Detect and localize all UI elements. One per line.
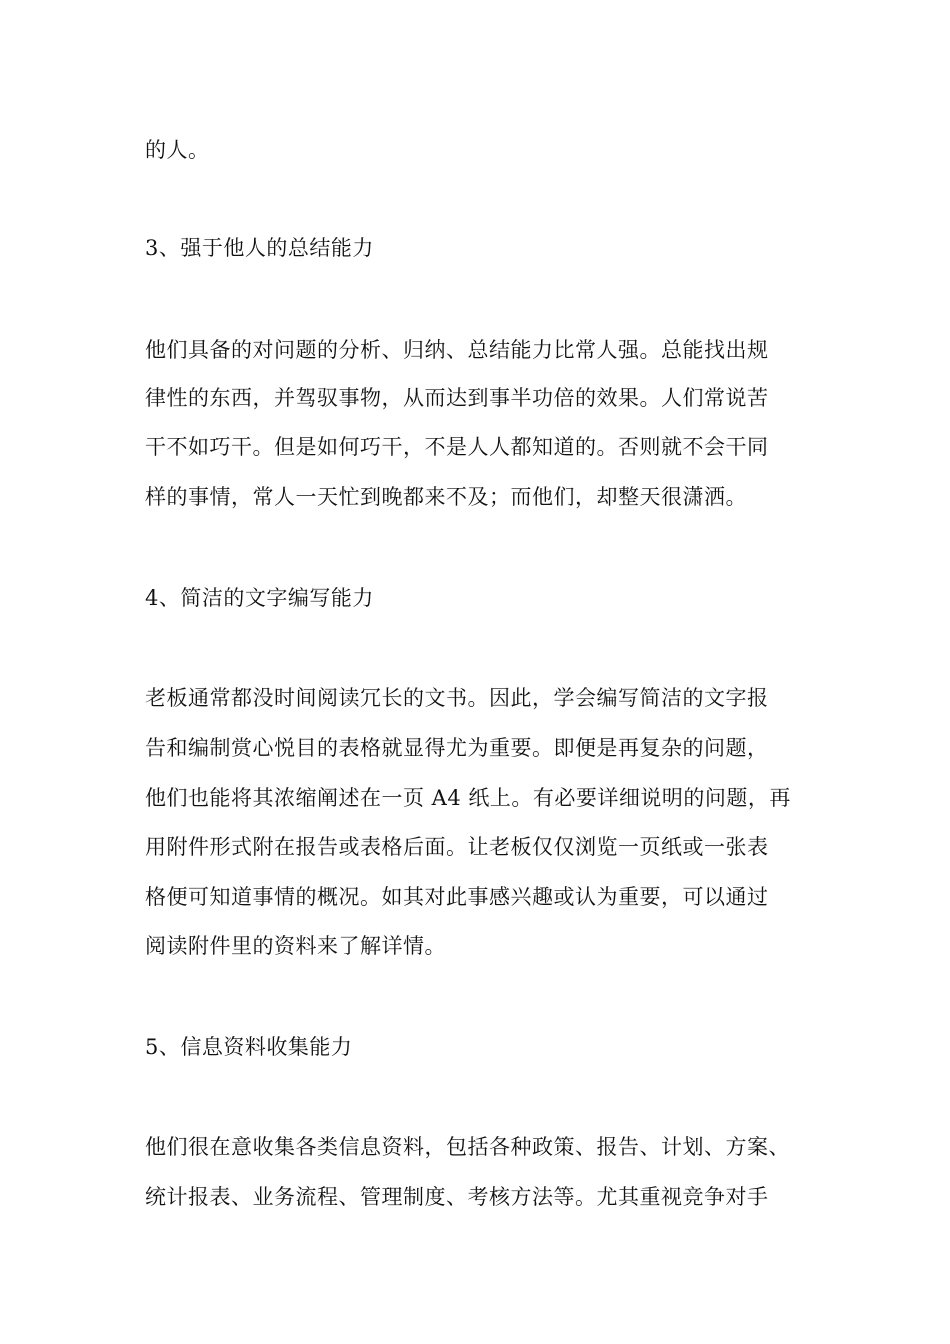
paragraph-line: 他们也能将其浓缩阐述在一页 A4 纸上。有必要详细说明的问题，再: [145, 786, 791, 810]
paragraph-line: 样的事情，常人一天忙到晚都来不及；而他们，却整天很潇洒。: [145, 485, 747, 509]
section-heading-5: 5、信息资料收集能力: [145, 1035, 353, 1059]
section-heading-3: 3、强于他人的总结能力: [145, 236, 374, 260]
paragraph-continuation: 的人。: [145, 138, 210, 162]
paragraph-line: 他们很在意收集各类信息资料，包括各种政策、报告、计划、方案、: [145, 1135, 790, 1159]
section-heading-4: 4、简洁的文字编写能力: [145, 586, 374, 610]
paragraph-line: 统计报表、业务流程、管理制度、考核方法等。尤其重视竞争对手: [145, 1185, 769, 1209]
paragraph-line: 阅读附件里的资料来了解详情。: [145, 934, 446, 958]
paragraph-line: 用附件形式附在报告或表格后面。让老板仅仅浏览一页纸或一张表: [145, 835, 769, 859]
paragraph-line: 老板通常都没时间阅读冗长的文书。因此，学会编写简洁的文字报: [145, 686, 769, 710]
paragraph-line: 律性的东西，并驾驭事物，从而达到事半功倍的效果。人们常说苦: [145, 386, 769, 410]
paragraph-line: 告和编制赏心悦目的表格就显得尤为重要。即便是再复杂的问题，: [145, 736, 769, 760]
paragraph-line: 干不如巧干。但是如何巧干，不是人人都知道的。否则就不会干同: [145, 435, 769, 459]
paragraph-line: 他们具备的对问题的分析、归纳、总结能力比常人强。总能找出规: [145, 338, 769, 362]
paragraph-line: 格便可知道事情的概况。如其对此事感兴趣或认为重要，可以通过: [145, 885, 769, 909]
